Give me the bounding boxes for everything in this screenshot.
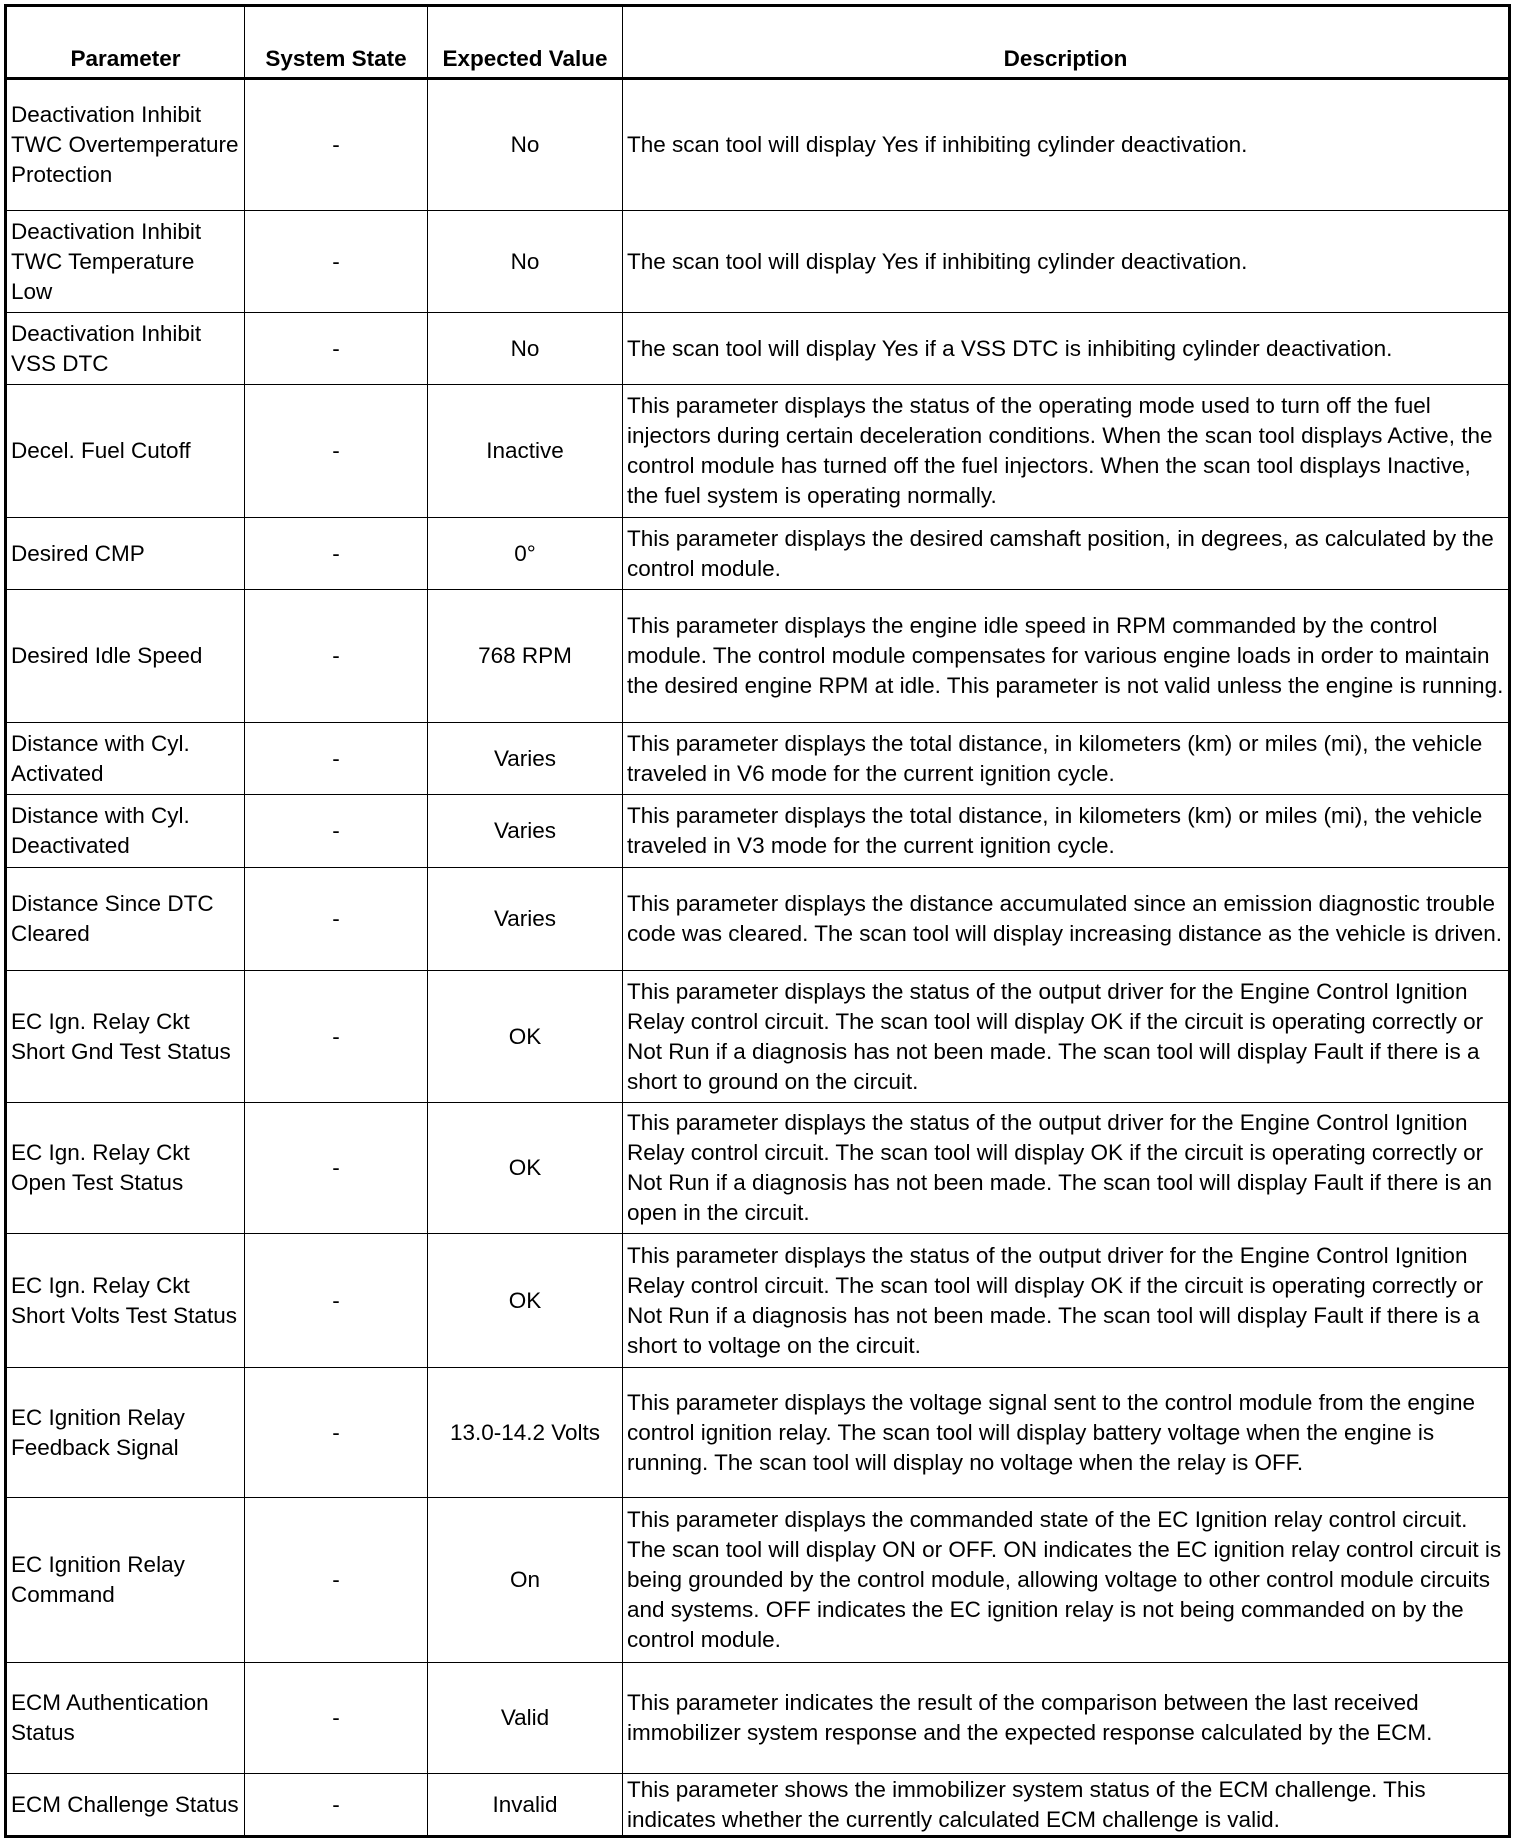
expected-value-cell: Inactive bbox=[428, 385, 623, 518]
table-row bbox=[6, 1234, 1510, 1368]
description-cell: The scan tool will display Yes if a VSS DTC is inhibiting cylinder deactivation. bbox=[623, 313, 1510, 385]
system-state-cell: - bbox=[245, 1103, 428, 1234]
expected-value-cell: 0° bbox=[428, 518, 623, 590]
table-row bbox=[6, 313, 1510, 385]
table-row bbox=[6, 211, 1510, 313]
parameter-cell: Decel. Fuel Cutoff bbox=[6, 385, 245, 518]
description-cell: This parameter displays the desired camshaft position, in degrees, as calculated by the control module. bbox=[623, 518, 1510, 590]
description-cell: This parameter displays the distance accumulated since an emission diagnostic trouble code was cleared. The scan tool will display increasing distance as the vehicle is driven. bbox=[623, 868, 1510, 971]
expected-value-cell: OK bbox=[428, 1103, 623, 1234]
table-row bbox=[6, 385, 1510, 518]
expected-value-cell: Varies bbox=[428, 795, 623, 868]
system-state-cell: - bbox=[245, 1234, 428, 1368]
table-row bbox=[6, 868, 1510, 971]
table-row bbox=[6, 1663, 1510, 1774]
header-system-state: System State bbox=[245, 6, 428, 79]
expected-value-cell: Varies bbox=[428, 868, 623, 971]
table-row bbox=[6, 1498, 1510, 1663]
system-state-cell: - bbox=[245, 590, 428, 723]
table-row bbox=[6, 590, 1510, 723]
description-cell: This parameter displays the status of the output driver for the Engine Control Ignition Relay control circuit. The scan tool will display OK if the circuit is operating correctly or Not Run if a diagnosis has not been made. The scan tool will display Fault if there is an open in the circuit. bbox=[623, 1103, 1510, 1234]
parameter-cell: EC Ign. Relay Ckt Short Gnd Test Status bbox=[6, 971, 245, 1103]
system-state-cell: - bbox=[245, 1368, 428, 1498]
expected-value-cell: Valid bbox=[428, 1663, 623, 1774]
parameter-cell: Distance Since DTC Cleared bbox=[6, 868, 245, 971]
expected-value-cell: OK bbox=[428, 971, 623, 1103]
parameter-cell: Desired CMP bbox=[6, 518, 245, 590]
table-row bbox=[6, 518, 1510, 590]
description-cell: This parameter displays the commanded state of the EC Ignition relay control circuit. The scan tool will display ON or OFF. ON indicates the EC ignition relay control circuit is being grounded by the control module, allowing voltage to other control module circuits and systems. OFF indicates the EC ignition relay is not being commanded on by the control module. bbox=[623, 1498, 1510, 1663]
parameter-cell: ECM Challenge Status bbox=[6, 1774, 245, 1837]
description-cell: This parameter displays the status of the output driver for the Engine Control Ignition Relay control circuit. The scan tool will display OK if the circuit is operating correctly or Not Run if a diagnosis has not been made. The scan tool will display Fault if there is a short to ground on the circuit. bbox=[623, 971, 1510, 1103]
table-body bbox=[6, 79, 1510, 1837]
parameter-cell: EC Ignition Relay Feedback Signal bbox=[6, 1368, 245, 1498]
parameter-cell: EC Ignition Relay Command bbox=[6, 1498, 245, 1663]
system-state-cell: - bbox=[245, 79, 428, 211]
expected-value-cell: No bbox=[428, 211, 623, 313]
system-state-cell: - bbox=[245, 313, 428, 385]
description-cell: This parameter displays the status of the operating mode used to turn off the fuel injectors during certain deceleration conditions. When the scan tool displays Active, the control module has turned off the fuel injectors. When the scan tool displays Inactive, the fuel system is operating normally. bbox=[623, 385, 1510, 518]
parameter-cell: Deactivation Inhibit TWC Temperature Low bbox=[6, 211, 245, 313]
table-row bbox=[6, 1368, 1510, 1498]
system-state-cell: - bbox=[245, 795, 428, 868]
parameter-cell: EC Ign. Relay Ckt Open Test Status bbox=[6, 1103, 245, 1234]
description-cell: This parameter displays the total distance, in kilometers (km) or miles (mi), the vehicle traveled in V3 mode for the current ignition cycle. bbox=[623, 795, 1510, 868]
parameter-cell: Deactivation Inhibit TWC Overtemperature Protection bbox=[6, 79, 245, 211]
parameter-cell: Distance with Cyl. Activated bbox=[6, 723, 245, 795]
system-state-cell: - bbox=[245, 723, 428, 795]
description-cell: The scan tool will display Yes if inhibiting cylinder deactivation. bbox=[623, 211, 1510, 313]
description-cell: The scan tool will display Yes if inhibiting cylinder deactivation. bbox=[623, 79, 1510, 211]
table-header bbox=[6, 6, 1510, 79]
expected-value-cell: 13.0-14.2 Volts bbox=[428, 1368, 623, 1498]
table-row bbox=[6, 1103, 1510, 1234]
parameter-cell: EC Ign. Relay Ckt Short Volts Test Status bbox=[6, 1234, 245, 1368]
description-cell: This parameter displays the total distance, in kilometers (km) or miles (mi), the vehicle traveled in V6 mode for the current ignition cycle. bbox=[623, 723, 1510, 795]
expected-value-cell: Varies bbox=[428, 723, 623, 795]
parameter-table bbox=[4, 4, 1511, 1838]
header-row bbox=[6, 6, 1510, 79]
expected-value-cell: No bbox=[428, 313, 623, 385]
table-row bbox=[6, 1774, 1510, 1837]
expected-value-cell: 768 RPM bbox=[428, 590, 623, 723]
parameter-cell: ECM Authentication Status bbox=[6, 1663, 245, 1774]
header-parameter: Parameter bbox=[6, 6, 245, 79]
description-cell: This parameter shows the immobilizer system status of the ECM challenge. This indicates whether the currently calculated ECM challenge is valid. bbox=[623, 1774, 1510, 1837]
parameter-cell: Deactivation Inhibit VSS DTC bbox=[6, 313, 245, 385]
table-row bbox=[6, 795, 1510, 868]
description-cell: This parameter displays the voltage signal sent to the control module from the engine control ignition relay. The scan tool will display battery voltage when the engine is running. The scan tool will display no voltage when the relay is OFF. bbox=[623, 1368, 1510, 1498]
system-state-cell: - bbox=[245, 971, 428, 1103]
system-state-cell: - bbox=[245, 518, 428, 590]
expected-value-cell: On bbox=[428, 1498, 623, 1663]
system-state-cell: - bbox=[245, 1498, 428, 1663]
table-row bbox=[6, 723, 1510, 795]
system-state-cell: - bbox=[245, 1663, 428, 1774]
parameter-cell: Distance with Cyl. Deactivated bbox=[6, 795, 245, 868]
system-state-cell: - bbox=[245, 1774, 428, 1837]
description-cell: This parameter displays the status of the output driver for the Engine Control Ignition Relay control circuit. The scan tool will display OK if the circuit is operating correctly or Not Run if a diagnosis has not been made. The scan tool will display Fault if there is a short to voltage on the circuit. bbox=[623, 1234, 1510, 1368]
parameter-cell: Desired Idle Speed bbox=[6, 590, 245, 723]
system-state-cell: - bbox=[245, 385, 428, 518]
header-expected-value: Expected Value bbox=[428, 6, 623, 79]
table-row bbox=[6, 79, 1510, 211]
system-state-cell: - bbox=[245, 868, 428, 971]
expected-value-cell: Invalid bbox=[428, 1774, 623, 1837]
table-row bbox=[6, 971, 1510, 1103]
expected-value-cell: No bbox=[428, 79, 623, 211]
description-cell: This parameter indicates the result of the comparison between the last received immobilizer system response and the expected response calculated by the ECM. bbox=[623, 1663, 1510, 1774]
expected-value-cell: OK bbox=[428, 1234, 623, 1368]
description-cell: This parameter displays the engine idle speed in RPM commanded by the control module. The control module compensates for various engine loads in order to maintain the desired engine RPM at idle. This parameter is not valid unless the engine is running. bbox=[623, 590, 1510, 723]
header-description: Description bbox=[623, 6, 1510, 79]
system-state-cell: - bbox=[245, 211, 428, 313]
